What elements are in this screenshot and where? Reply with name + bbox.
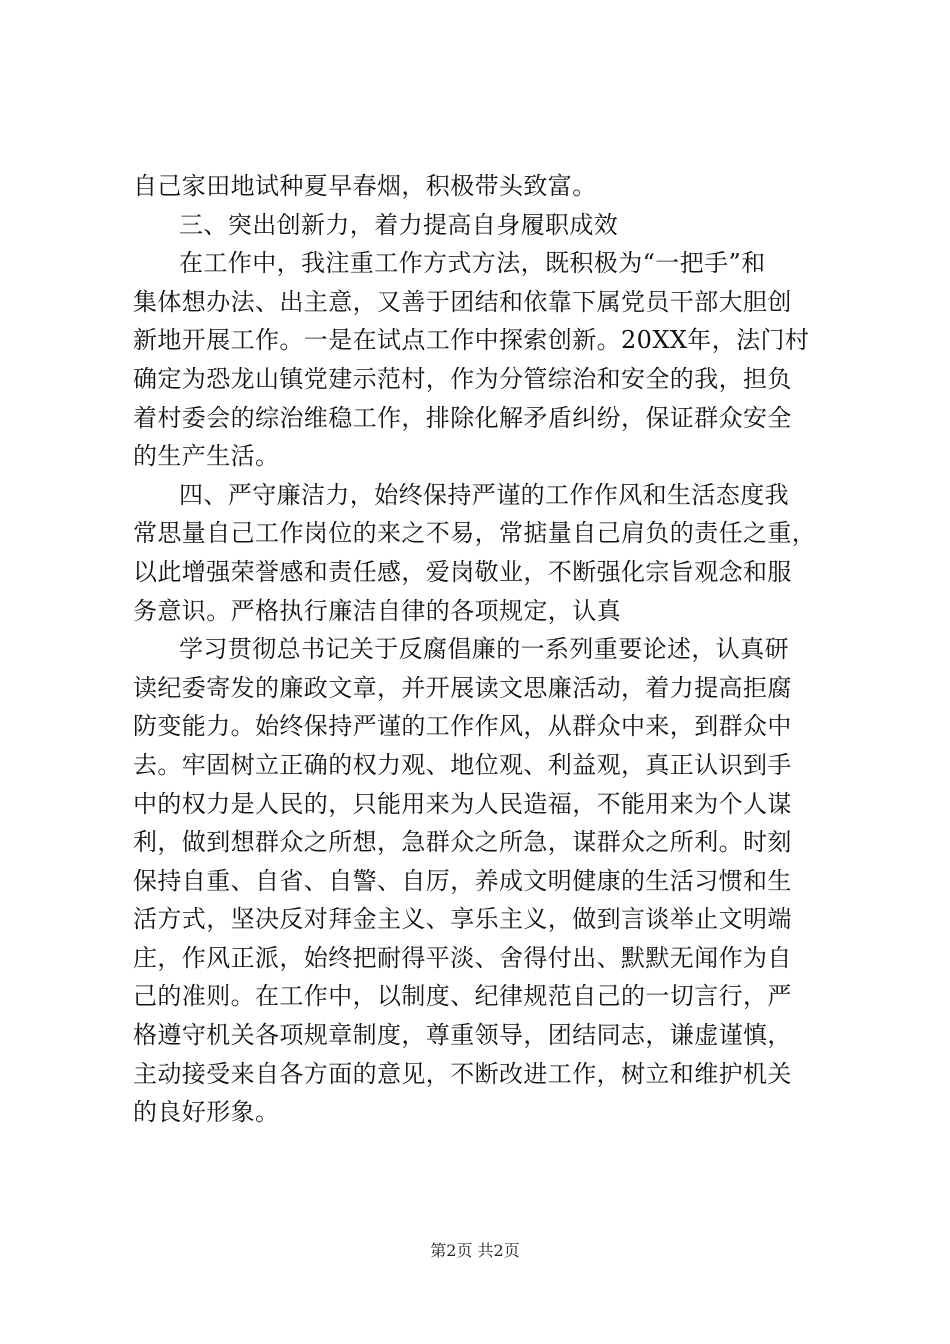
text-line: 学习贯彻总书记关于反腐倡廉的一系列重要论述，认真研: [179, 635, 789, 664]
text-line: 新地开展工作。一是在试点工作中探索创新。20XX年，法门村: [133, 326, 810, 355]
text-line: 己的准则。在工作中，以制度、纪律规范自己的一切言行，严: [133, 982, 792, 1011]
text-line: 以此增强荣誉感和责任感，爱岗敬业，不断强化宗旨观念和服: [133, 557, 792, 586]
text-line: 利，做到想群众之所想，急群众之所急，谋群众之所利。时刻: [133, 828, 792, 857]
text-line: 防变能力。始终保持严谨的工作作风，从群众中来，到群众中: [133, 712, 792, 741]
text-line: 去。牢固树立正确的权力观、地位观、利益观，真正认识到手: [133, 750, 792, 779]
text-line: 庄，作风正派，始终把耐得平淡、舍得付出、默默无闻作为自: [133, 943, 792, 972]
text-line: 格遵守机关各项规章制度，尊重领导，团结同志，谦虚谨慎，: [133, 1021, 792, 1050]
page-footer: 第2页 共2页: [430, 1241, 520, 1260]
text-line: 活方式，坚决反对拜金主义、享乐主义，做到言谈举止文明端: [133, 905, 792, 934]
section-heading: 四、严守廉洁力，始终保持严谨的工作作风和生活态度我: [179, 480, 789, 509]
text-line: 自己家田地试种夏早春烟，积极带头致富。: [133, 172, 597, 200]
text-line: 中的权力是人民的，只能用来为人民造福，不能用来为个人谋: [133, 789, 792, 818]
text-line: 保持自重、自省、自警、自厉，养成文明健康的生活习惯和生: [133, 866, 792, 895]
text-line: 常思量自己工作岗位的来之不易，常掂量自己肩负的责任之重，: [133, 519, 817, 548]
text-line: 主动接受来自各方面的意见，不断改进工作，树立和维护机关: [133, 1059, 792, 1088]
text-line: 读纪委寄发的廉政文章，并开展读文思廉活动，着力提高拒腐: [133, 673, 792, 702]
text-line: 的良好形象。: [133, 1098, 280, 1127]
text-line: 着村委会的综治维稳工作，排除化解矛盾纠纷，保证群众安全: [133, 403, 792, 432]
text-line: 确定为恐龙山镇党建示范村，作为分管综治和安全的我，担负: [133, 364, 792, 393]
text-line: 在工作中，我注重工作方式方法，既积极为“一把手”和: [179, 249, 766, 278]
text-line: 务意识。严格执行廉洁自律的各项规定，认真: [133, 596, 621, 625]
body-text: [133, 167, 839, 1132]
section-heading: 三、突出创新力，着力提高自身履职成效: [179, 210, 619, 239]
text-line: 集体想办法、出主意，又善于团结和依靠下属党员干部大胆创: [133, 287, 792, 316]
text-line: 的生产生活。: [133, 442, 280, 471]
